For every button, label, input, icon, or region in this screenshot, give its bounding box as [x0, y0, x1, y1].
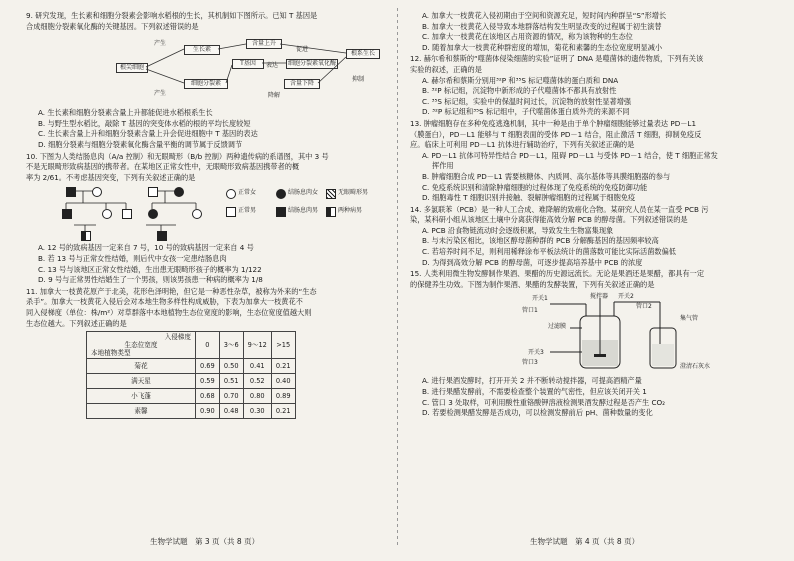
q12-option-a[interactable]: A. 赫尔希和蔡斯分别用³²P 和³⁵S 标记噬菌体的蛋白质和 DNA	[422, 75, 619, 85]
q11-stem-line4: 生态位越大。下列叙述正确的是	[26, 318, 127, 328]
label-switch-3: 开关3	[528, 349, 544, 357]
root-cell-box: 根尖细胞	[116, 63, 148, 73]
individual-12	[81, 231, 91, 241]
question-12	[410, 54, 770, 118]
q12-stem-line2: 实验的叙述，正确的是	[410, 64, 482, 74]
q13-option-b[interactable]: B. 肿瘤细胞合成 PD－L1 需要核糖体、内质网、高尔基体等具膜细胞器的参与	[422, 171, 671, 181]
q13-stem-line3: 应。临床上可利用 PD－L1 抗体进行辅助治疗，下列有关叙述正确的是	[410, 140, 635, 150]
legend-anophthalmia-male-symbol	[326, 189, 336, 199]
q14-option-b[interactable]: B. 与未污染区相比，该地区醇母菌种群的 PCB 分解酶基因的基因频率较高	[422, 236, 659, 246]
table-row	[87, 374, 296, 389]
pedigree-chart	[26, 185, 386, 241]
produce-label-2: 产生	[154, 90, 167, 98]
question-13	[410, 119, 770, 204]
promote-label: 促进	[296, 46, 309, 54]
auxin-content-box: 含量上升	[246, 39, 282, 49]
q9-stem-line1: 9. 研究发现，生长素和细胞分裂素会影响水稻根的生长，其机制如下图所示。已知 T 基因是	[26, 11, 318, 20]
corner-invasion-gradient: 入侵梯度	[164, 333, 191, 342]
q13-stem-line1: 13. 肿瘤细胞存在多种免疫逃逸机制，其中一种是由于单个肿瘤细胞能够过量表达 PD－L1	[410, 118, 697, 128]
table-header-row	[87, 332, 296, 359]
legend-polyp-female: 结肠息肉女	[288, 189, 319, 197]
question-15	[410, 269, 770, 419]
question-10	[26, 152, 386, 286]
q9-stem-line2: 合成细胞分裂素氧化酶的关键基因。下列叙述错误的是	[26, 21, 199, 31]
diagram-arrows	[46, 35, 386, 105]
table-row	[87, 389, 296, 404]
question-11-options	[410, 11, 770, 53]
auxin-box: 生长素	[184, 45, 220, 55]
root-growth-box: 根系生长	[346, 49, 380, 59]
q10-option-c[interactable]: C. 13 号与该地区正常女性结婚，生出患无眼畸形孩子的概率为 1/122	[38, 264, 262, 274]
col-header: 0	[196, 332, 220, 359]
table-cell: 0.89	[271, 389, 295, 404]
q11-option-d[interactable]: D. 随着加拿大一枝黄花种群密度的增加，菊花和素馨的生态位宽度明显减小	[422, 42, 663, 52]
q12-option-d[interactable]: D. ³²P 标记组和³⁵S 标记组中，子代噬菌体蛋白质外壳的来源不同	[422, 107, 630, 117]
q10-option-a[interactable]: A. 12 号的致病基因一定来自 7 号，10 号的致病基因一定来自 4 号	[38, 243, 254, 253]
inhibit-label: 抑制	[352, 76, 365, 84]
q15-stem-line1: 15. 人类利用微生物发酵制作果酒、果醋的历史源远流长。无论是果酒还是果醋，都具有一定	[410, 269, 705, 279]
table-cell: 0.30	[243, 404, 271, 419]
q10-stem-line1: 10. 下图为人类结肠息肉（A/a 控制）和无眼畸形（B/b 控制）两种遗传病的系谱图，其中 3 号	[26, 151, 329, 161]
individual-3	[148, 187, 158, 197]
table-cell: 0.48	[219, 404, 243, 419]
table-cell: 0.80	[243, 389, 271, 404]
question-14	[410, 205, 770, 269]
table-cell: 0.69	[196, 359, 220, 374]
legend-normal-male: 正常男	[238, 207, 257, 215]
q9-option-b[interactable]: B. 与野生型水稻比，敲除 T 基因的突变体水稻的根的平均长度较短	[38, 118, 251, 128]
individual-7	[122, 209, 132, 219]
q13-option-a[interactable]: A. PD－L1 抗体可特异性结合 PD－L1，阻碍 PD－L1 与受体 PD－1 结合，使 T 细胞正常发	[422, 150, 718, 160]
ckx-enzyme-box: 细胞分裂素氧化酶	[287, 60, 336, 68]
q11-stem-line1: 11. 加拿大一枝黄花原产于北美，花形色泽明艳，但它是一种恶性杂草，被称为外来的“生态	[26, 286, 317, 296]
degrade-label: 降解	[268, 92, 281, 100]
legend-both-male-symbol	[326, 207, 336, 217]
ck-content-box: 含量下降	[284, 79, 320, 89]
q13-stem-line2: （膜蛋白），PD－L1 能够与 T 细胞表面的受体 PD－1 结合，阻止激活 T 细胞，抑制免疫反	[410, 129, 702, 139]
q11-option-c[interactable]: C. 加拿大一枝黄花在该地区占用资源的情况，称为该物种的生态位	[422, 32, 633, 42]
table-cell: 0.50	[219, 359, 243, 374]
produce-label-1: 产生	[154, 40, 167, 48]
table-row	[87, 359, 296, 374]
legend-polyp-male-symbol	[276, 207, 286, 217]
label-switch-1: 开关1	[532, 295, 548, 303]
label-gas-tube: 集气管	[680, 315, 699, 323]
label-limewater: 澄清石灰水	[680, 363, 711, 371]
left-page-footer: 生物学试题 第 3 页（共 8 页）	[150, 537, 260, 546]
q11-stem-line2: 杀手”。加拿大一枝黄花入侵后会对本地生物多样性构成威胁，下表为加拿大一枝黄花不	[26, 297, 303, 307]
q15-stem-line2: 的保健养生功效。下图为制作果酒、果醋的发酵装置，下列有关叙述正确的是	[410, 279, 655, 289]
q14-option-d[interactable]: D. 为得到高效分解 PCB 的醇母菌，可逐步提高培养基中 PCB 的浓度	[422, 257, 643, 267]
table-cell: 0.68	[196, 389, 220, 404]
individual-13	[157, 231, 167, 241]
question-9	[26, 11, 386, 151]
q9-option-d[interactable]: D. 细胞分裂素与细胞分裂素氧化酶含量平衡的调节属于反馈调节	[38, 139, 243, 149]
fermentation-apparatus	[410, 292, 770, 374]
legend-both-male: 两种病男	[338, 207, 363, 215]
q14-stem-line1: 14. 多氯联苯（PCB）是一种人工合成、难降解的致癌化合物。某研究人员在某一直受 PCB 污	[410, 204, 709, 214]
legend-polyp-female-symbol	[276, 189, 286, 199]
q14-option-a[interactable]: A. PCB 沿食物链流动时会逐级积累，导致发生生物富集现象	[422, 225, 614, 235]
legend-anophthalmia-male: 无眼畸形男	[338, 189, 369, 197]
right-page-footer: 生物学试题 第 4 页（共 8 页）	[530, 537, 640, 546]
table-cell: 0.52	[243, 374, 271, 389]
label-pipe-1: 管口1	[522, 307, 538, 315]
row-label: 素馨	[87, 404, 196, 419]
legend-normal-female: 正常女	[238, 189, 257, 197]
q14-stem-line2: 染，某科研小组从该地区土壤中分离获得能高效分解 PCB 的醇母菌。下列叙述错误的是	[410, 215, 688, 225]
table-cell: 0.21	[271, 404, 295, 419]
q12-option-b[interactable]: B. ³²P 标记组，沉淀物中新形成的子代噬菌体不都具有放射性	[422, 86, 617, 96]
page-divider	[397, 8, 398, 548]
col-header: >15	[271, 332, 295, 359]
q13-option-d[interactable]: D. 细胞毒性 T 细胞识别并接触、裂解肿瘤细胞的过程属于细胞免疫	[422, 193, 636, 203]
row-label: 满天星	[87, 374, 196, 389]
corner-niche-width: 生态位宽度	[124, 341, 158, 350]
table-cell: 0.21	[271, 359, 295, 374]
question-11	[26, 287, 386, 419]
table-corner	[87, 332, 196, 359]
q11-stem-line3: 同入侵梯度（单位：株/m²）对草群落中本地植物生态位宽度的影响，生态位宽度值越大则	[26, 307, 312, 317]
niche-width-table	[86, 331, 296, 419]
table-cell: 0.70	[219, 389, 243, 404]
q10-option-d[interactable]: D. 9 号与正常男性结婚生了一个男孩，则该男孩患一种病的概率为 1/8	[38, 275, 263, 285]
corner-plant-type: 本地植物类型	[91, 349, 131, 358]
q11-option-b[interactable]: B. 加拿大一枝黄花入侵导致本地群落结构发生明显改变的过程属于初生演替	[422, 21, 662, 31]
label-stirrer: 搅拌器	[590, 293, 609, 301]
table-cell: 0.59	[196, 374, 220, 389]
q15-option-b[interactable]: B. 进行果醋发酵前，不需要检查整个装置的气密性，但应该关闭开关 1	[422, 387, 647, 397]
table-row	[87, 404, 296, 419]
q13-option-a-cont: 挥作用	[432, 161, 454, 171]
q15-option-a[interactable]: A. 进行果酒发酵时，打开开关 2 并不断转动搅拌器，可提高酒精产量	[422, 376, 642, 386]
left-page	[26, 10, 386, 419]
q13-option-c[interactable]: C. 免疫系统识别和清除肿瘤细胞的过程体现了免疫系统的免疫防御功能	[422, 182, 648, 192]
q9-option-c[interactable]: C. 生长素含量上升和细胞分裂素含量上升会促进细胞中 T 基因的表达	[38, 129, 258, 139]
q9-option-a[interactable]: A. 生长素和细胞分裂素含量上升都能促进水稻根系生长	[38, 108, 213, 118]
row-label: 小飞蓬	[87, 389, 196, 404]
label-switch-2: 开关2	[618, 293, 634, 301]
q9-mechanism-diagram	[46, 35, 386, 105]
q10-stem-line2: 不是无眼畸形致病基因的携带者。在某地区正常女性中，无眼畸形致病基因携带者的概	[26, 162, 300, 172]
q12-option-c[interactable]: C. ³⁵S 标记组，实验中的保温时间过长，沉淀物的放射性显著增强	[422, 96, 632, 106]
cytokinin-box: 细胞分裂素	[184, 79, 228, 89]
table-cell: 0.41	[243, 359, 271, 374]
q15-option-c[interactable]: C. 管口 3 处取样，可利用酸性重铬酸钾溶液检测果酒发酵过程是否产生 CO₂	[422, 397, 666, 407]
q11-option-a[interactable]: A. 加拿大一枝黄花入侵初期由于空间和资源充足，短时间内种群呈“S”形增长	[422, 11, 667, 20]
legend-polyp-male: 结肠息肉男	[288, 207, 319, 215]
table-cell: 0.51	[219, 374, 243, 389]
col-header: 9～12	[243, 332, 271, 359]
individual-5	[62, 209, 72, 219]
col-header: 3～6	[219, 332, 243, 359]
t-gene-box: T基因	[232, 59, 264, 69]
legend-normal-male-symbol	[226, 207, 236, 217]
q15-option-d[interactable]: D. 若要检测果醋发酵是否成功，可以检测发酵前后 pH、菌种数量的变化	[422, 408, 653, 418]
table-cell: 0.90	[196, 404, 220, 419]
individual-1	[66, 187, 76, 197]
label-filter: 过滤膜	[548, 323, 567, 331]
q12-stem-line1: 12. 赫尔希和蔡斯的“噬菌体侵染细菌的实验”证明了 DNA 是噬菌体的遗传物质，下列有关该	[410, 54, 704, 64]
q14-option-c[interactable]: C. 若培养时间不足，则利用稀释涂布平板法统计的菌落数可能比实际活菌数偏低	[422, 247, 676, 257]
label-pipe-3: 管口3	[522, 359, 538, 367]
expression-label: 表达	[266, 62, 279, 70]
label-pipe-2: 管口2	[636, 303, 652, 311]
q10-stem-line3: 率为 2/61。不考虑基因突变，下列有关叙述正确的是	[26, 172, 196, 182]
table-cell: 0.40	[271, 374, 295, 389]
row-label: 菊花	[87, 359, 196, 374]
q10-option-b[interactable]: B. 若 13 号与正常女性结婚，则后代中女孩一定患结肠息肉	[38, 253, 227, 263]
right-page	[410, 10, 770, 419]
